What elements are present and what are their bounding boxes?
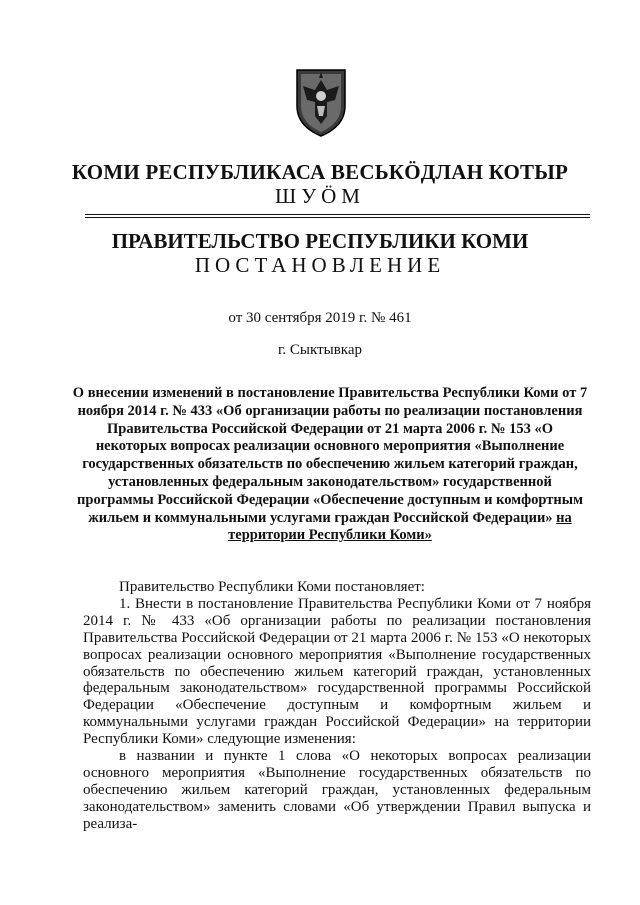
- header-divider-second: [85, 217, 590, 218]
- header-divider: [85, 214, 590, 215]
- government-title: ПРАВИТЕЛЬСТВО РЕСПУБЛИКИ КОМИ: [111, 229, 529, 253]
- komi-title: КОМИ РЕСПУБЛИКАСА ВЕСЬКӦДЛАН КОТЫР: [71, 160, 569, 184]
- body-paragraph-1: Правительство Республики Коми постановляет:: [119, 579, 425, 595]
- body-paragraph-3: в названии и пункте 1 слова «О некоторых вопросах реализации основного мероприятия «Выполнение государственных обязательств по обеспечению жильем категорий граждан, установленных федеральным законодательством» заменить словами «Об утверждении Правил выпуска и реализа-: [83, 748, 591, 832]
- body-paragraph-2: 1. Внести в постановление Правительства Республики Коми от 7 ноября 2014 г. № 433 «Об организации работы по реализации постановления Правительства Российской Федерации от 21 марта 2006 г. № 153 «О некоторых вопросах реализации основного мероприятия «Выполнение государственных обязательств по обеспечению жильем категорий граждан, установленных федеральным законодательством» государственной программы Российской Федерации «Обеспечение доступным и комфортным жильем и коммунальными услугами граждан Российской Федерации» на территории Республики Коми» следующие изменения:: [83, 595, 591, 748]
- document-heading: [70, 385, 590, 545]
- komi-coat-of-arms-icon: [293, 66, 349, 138]
- resolution-title: ПОСТАНОВЛЕНИЕ: [194, 253, 446, 277]
- document-heading-underlined: на территории Республики Коми»: [228, 509, 572, 544]
- document-heading-main: О внесении изменений в постановление Правительства Республики Коми от 7 ноября 2014 г. № 433 «Об организации работы по реализации постановления Правительства Российской Федерации от 21 марта 2006 г. № 153 «О некоторых вопросах реализации основного мероприятия «Выполнение государственных обязательств по обеспечению жильем категорий граждан, установленных федеральным законодательством» государственной программы Российской Федерации «Обеспечение доступным и комфортным жильем и коммунальными услугами граждан Российской Федерации»: [72, 385, 588, 526]
- document-body: [83, 579, 591, 833]
- shuom-title: ШУӦМ: [275, 184, 365, 208]
- document-city: г. Сыктывкар: [277, 342, 363, 358]
- document-date: от 30 сентября 2019 г. № 461: [228, 310, 412, 326]
